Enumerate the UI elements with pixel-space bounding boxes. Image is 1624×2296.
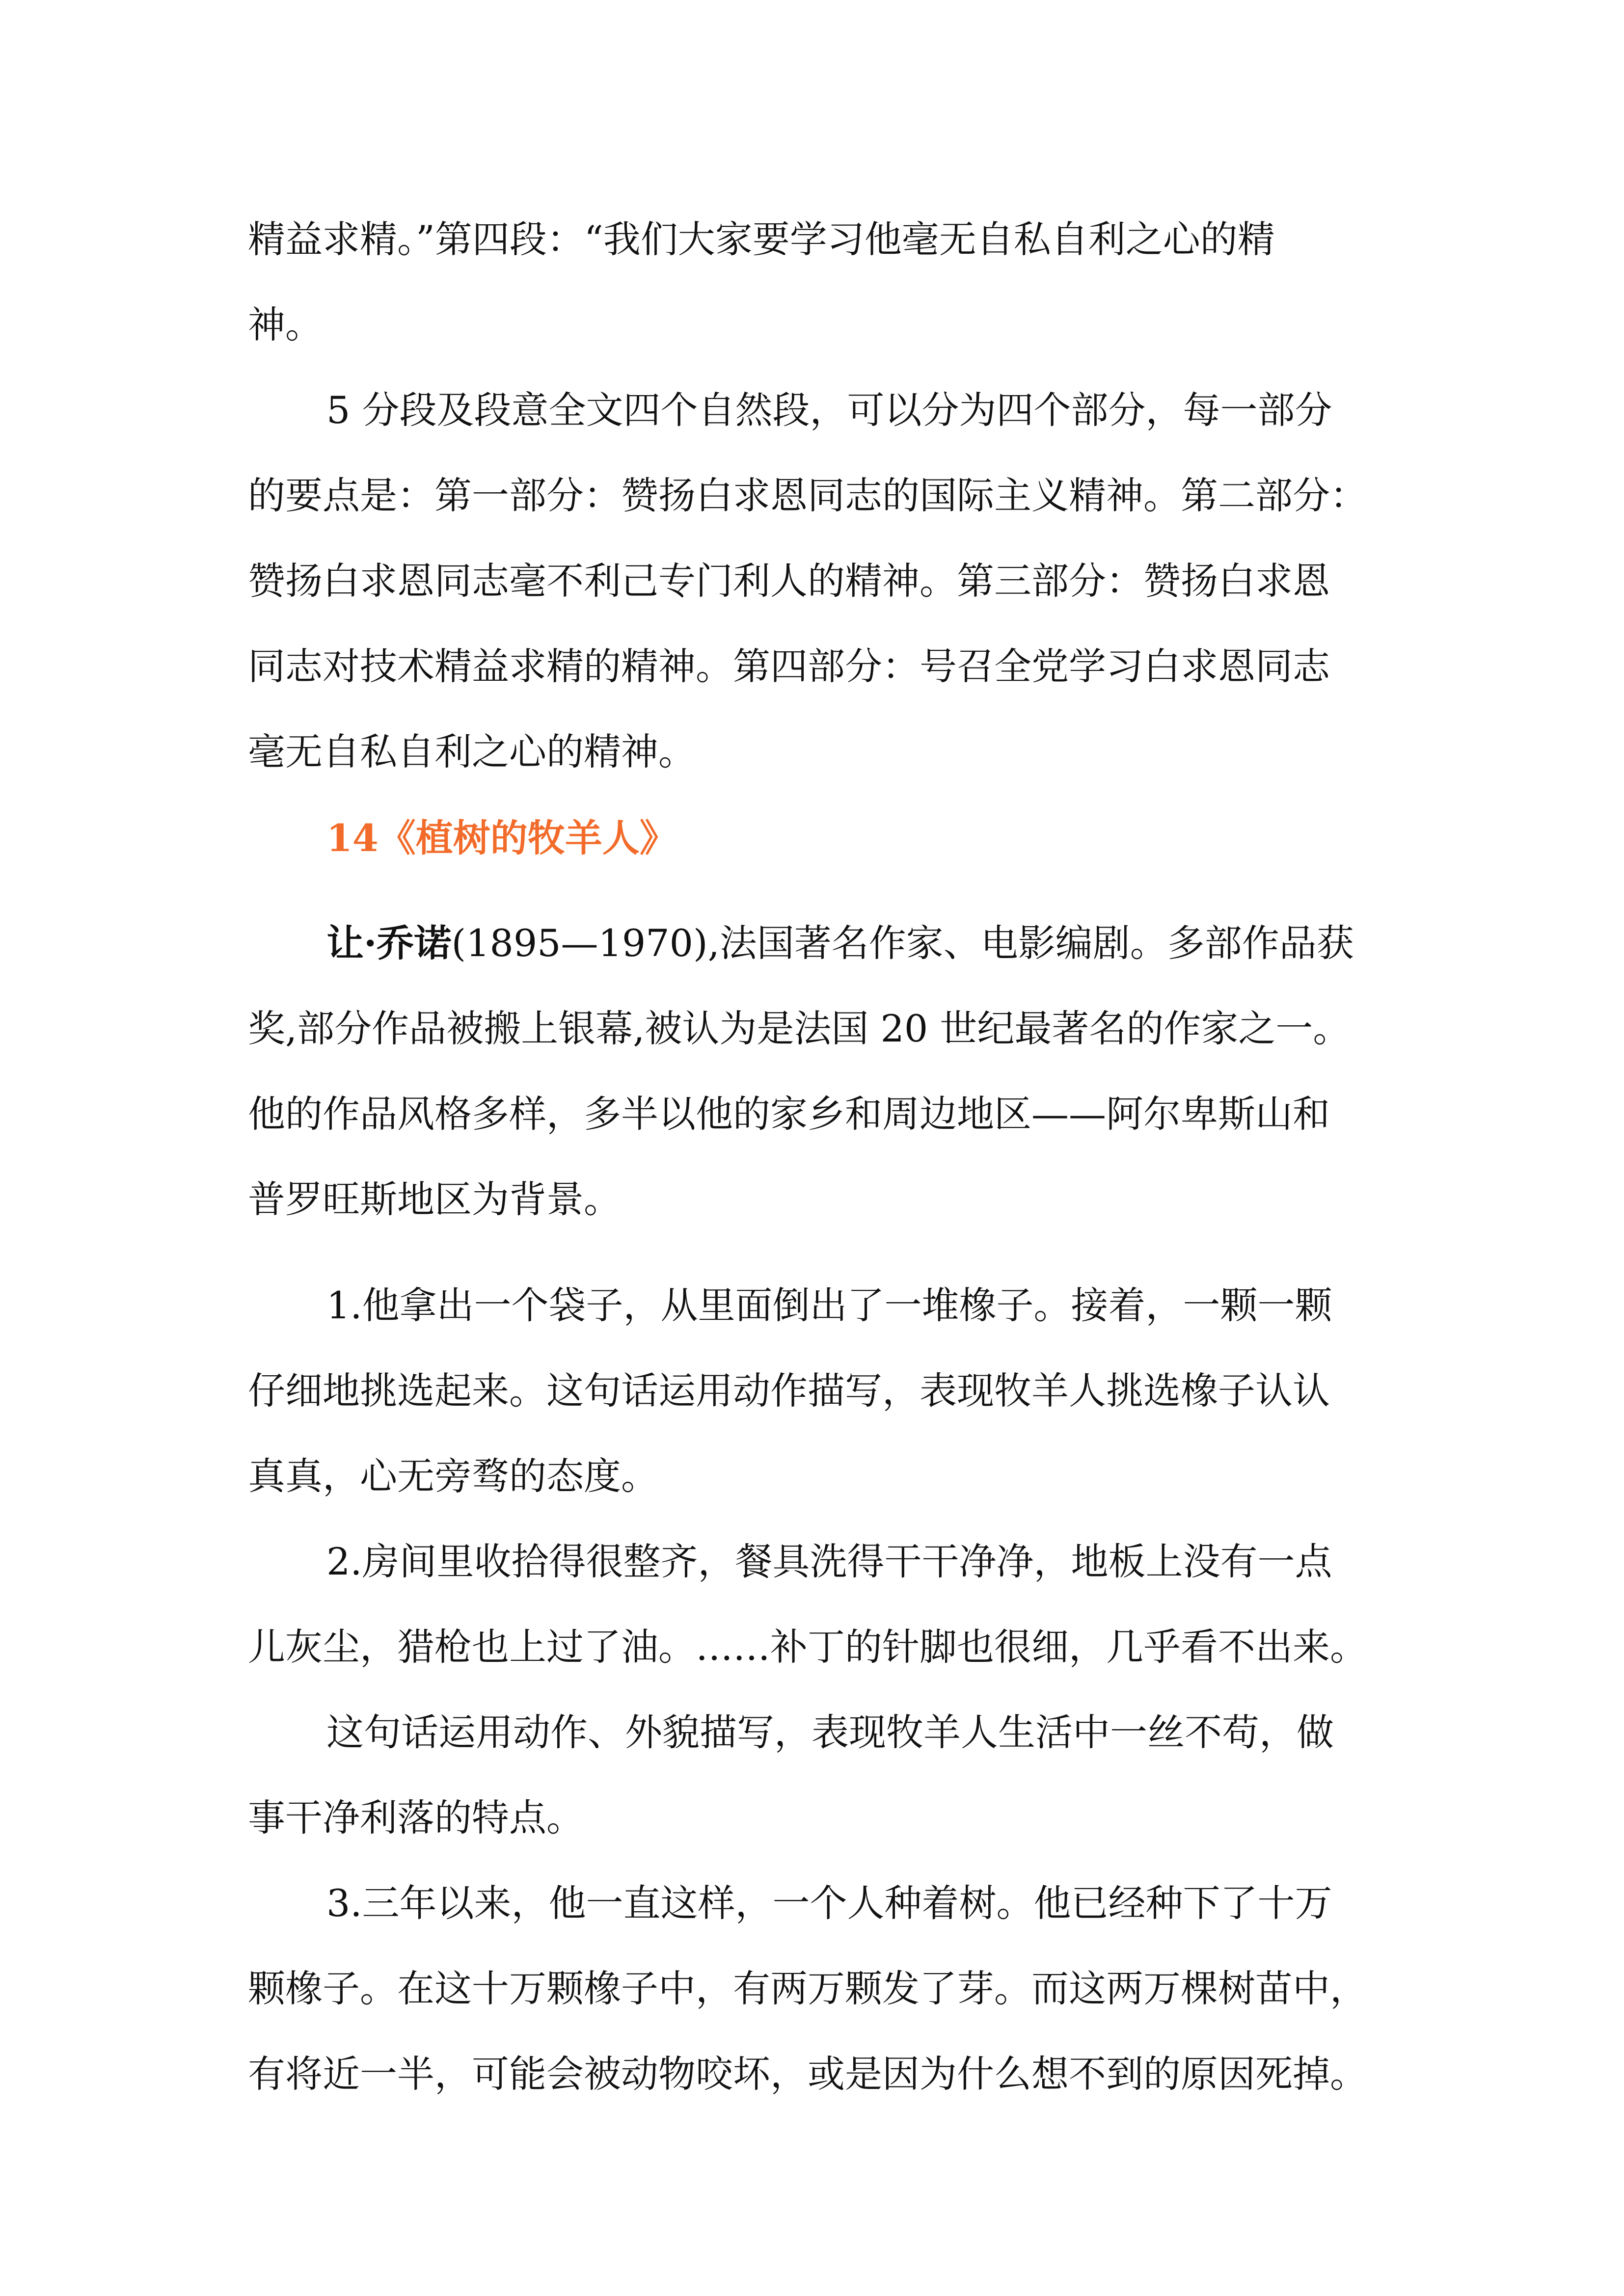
paragraph-2-line-5: 毫无自私自利之心的精神。 bbox=[248, 730, 696, 774]
author-intro-line-2: 奖,部分作品被搬上银幕,被认为是法国 20 世纪最著名的作家之一。 bbox=[248, 1007, 1351, 1050]
author-name: 让·乔诺 bbox=[326, 921, 452, 965]
item-1-line-1: 1.他拿出一个袋子，从里面倒出了一堆橡子。接着，一颗一颗 bbox=[326, 1283, 1332, 1327]
lesson-heading: 14《植树的牧羊人》 bbox=[326, 816, 677, 860]
item-1-line-3: 真真，心无旁骛的态度。 bbox=[248, 1454, 658, 1498]
item-3-line-1: 3.三年以来，他一直这样，一个人种着树。他已经种下了十万 bbox=[326, 1881, 1332, 1925]
paragraph-1-line-2: 神。 bbox=[248, 303, 323, 347]
paragraph-2-line-1: 5 分段及段意全文四个自然段，可以分为四个部分，每一部分 bbox=[326, 388, 1332, 432]
item-3-line-2: 颗橡子。在这十万颗橡子中，有两万颗发了芽。而这两万棵树苗中， bbox=[248, 1967, 1367, 2010]
item-2-line-3: 这句话运用动作、外貌描写，表现牧羊人生活中一丝不苟，做 bbox=[326, 1710, 1334, 1754]
paragraph-1-line-1: 精益求精。”第四段：“我们大家要学习他毫无自私自利之心的精 bbox=[248, 217, 1275, 261]
author-intro-line-1-text: (1895—1970),法国著名作家、电影编剧。多部作品获 bbox=[451, 921, 1354, 965]
item-2-line-4: 事干净利落的特点。 bbox=[248, 1796, 584, 1840]
item-2-line-2: 儿灰尘，猎枪也上过了油。……补丁的针脚也很细，几乎看不出来。 bbox=[248, 1625, 1367, 1669]
paragraph-2-line-2: 的要点是：第一部分：赞扬白求恩同志的国际主义精神。第二部分： bbox=[248, 474, 1367, 517]
item-3-line-3: 有将近一半，可能会被动物咬坏，或是因为什么想不到的原因死掉。 bbox=[248, 2052, 1367, 2096]
author-intro-line-3: 他的作品风格多样，多半以他的家乡和周边地区——阿尔卑斯山和 bbox=[248, 1092, 1330, 1136]
author-intro-line-1 bbox=[326, 919, 1354, 968]
paragraph-2-line-4: 同志对技术精益求精的精神。第四部分：号召全党学习白求恩同志 bbox=[248, 644, 1330, 688]
paragraph-2-line-3: 赞扬白求恩同志毫不利己专门利人的精神。第三部分：赞扬白求恩 bbox=[248, 559, 1330, 603]
author-intro-line-4: 普罗旺斯地区为背景。 bbox=[248, 1177, 621, 1221]
item-1-line-2: 仔细地挑选起来。这句话运用动作描写，表现牧羊人挑选橡子认认 bbox=[248, 1369, 1330, 1413]
item-2-line-1: 2.房间里收拾得很整齐，餐具洗得干干净净，地板上没有一点 bbox=[326, 1540, 1332, 1583]
